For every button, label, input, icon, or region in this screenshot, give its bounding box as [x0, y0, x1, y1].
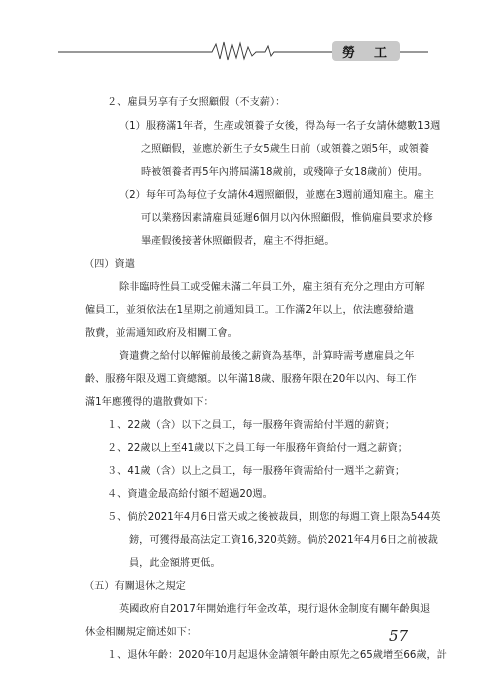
list-item: ２、22歲以上至41歲以下之員工每一年服務年資給付一週之薪資； — [107, 443, 408, 454]
section-label: 勞 工 — [342, 46, 391, 61]
paragraph-line: 休金相關規定簡述如下： — [85, 627, 198, 638]
section-heading: （四）資遣 — [84, 259, 135, 270]
paragraph-line: 資遣費之給付以解僱前最後之薪資為基準，計算時需考慮雇員之年 — [119, 351, 415, 362]
list-item-continuation: 員，此金額將更低。 — [129, 558, 221, 569]
paragraph-line: 滿1年應獲得的遣散費如下： — [85, 397, 214, 408]
paragraph-line: 僱員工，並須依法在1星期之前通知員工。工作滿2年以上，依法應發給遣 — [85, 305, 414, 316]
list-item: １、退休年齡：2020年10月起退休金請領年齡由原先之65歲增至66歲，計 — [107, 650, 447, 661]
section-heading: （五）有關退休之規定 — [84, 581, 186, 592]
paragraph-line: 散費，並需通知政府及相關工會。 — [85, 328, 238, 339]
page-number: 57 — [389, 627, 409, 645]
paragraph-line: 時被領養者再5年內將屆滿18歲前，或殘障子女18歲前）使用。 — [141, 167, 429, 178]
list-item-continuation: 鎊，可獲得最高法定工資16,320英鎊。倘於2021年4月6日之前被裁 — [129, 535, 438, 546]
list-item: １、22歲（含）以下之員工，每一服務年資需給付半週的薪資； — [107, 420, 396, 431]
paragraph-line: 畢產假後接著休照顧假者，雇主不得拒絕。 — [141, 236, 335, 247]
paragraph-line: 除非臨時性員工或受僱未滿二年員工外，雇主須有充分之理由方可解 — [119, 282, 425, 293]
paragraph-line: 齡、服務年限及週工資總額。以年滿18歲、服務年限在20年以內、每工作 — [85, 374, 417, 385]
paragraph-line: 可以業務因素請雇員延遲6個月以內休照顧假，惟倘雇員要求於修 — [141, 213, 433, 224]
page-header — [0, 40, 480, 62]
paragraph-line: ２、雇員另享有子女照顧假（不支薪）： — [107, 97, 286, 108]
paragraph-line: （1）服務滿1年者，生產或領養子女後，得為每一名子女請休總數13週 — [119, 121, 441, 132]
list-item: ５、倘於2021年4月6日當天或之後被裁員，則您的每週工資上限為544英 — [107, 512, 441, 523]
paragraph-line: 英國政府自2017年開始進行年金改革，現行退休金制度有關年齡與退 — [119, 604, 431, 615]
paragraph-line: （2）每年可為每位子女請休4週照顧假，並應在3週前通知雇主。雇主 — [119, 190, 434, 201]
list-item: ３、41歲（含）以上之員工，每一服務年資需給付一週半之薪資； — [107, 466, 406, 477]
list-item: ４、資遣金最高給付額不超過20週。 — [107, 489, 273, 500]
paragraph-line: 之照顧假，並應於新生子女5歲生日前（或領養之頭5年，或領養 — [141, 144, 430, 155]
heartbeat-line-icon — [0, 40, 480, 62]
